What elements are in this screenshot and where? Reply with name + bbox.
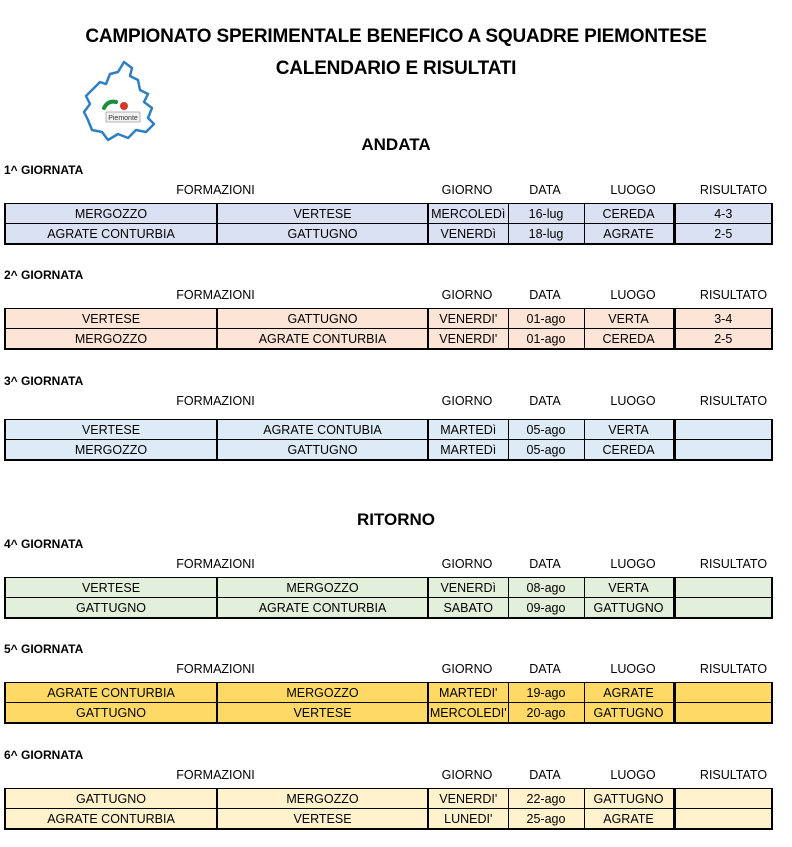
round-label: 3^ GIORNATA <box>4 374 84 388</box>
header-luogo: LUOGO <box>610 557 656 571</box>
result-cell <box>674 440 772 461</box>
header-formazioni: FORMAZIONI <box>176 557 255 571</box>
venue-cell: VERTA <box>584 309 674 329</box>
round-table <box>4 682 773 724</box>
table-row <box>5 703 772 724</box>
header-formazioni: FORMAZIONI <box>176 768 255 782</box>
table-row <box>5 440 772 461</box>
date-cell: 16-lug <box>508 204 584 224</box>
header-formazioni: FORMAZIONI <box>176 662 255 676</box>
away-team-cell: GATTUGNO <box>217 224 428 245</box>
home-team-cell: AGRATE CONTURBIA <box>5 224 217 245</box>
phase-andata: ANDATA <box>361 135 431 154</box>
header-luogo: LUOGO <box>610 183 656 197</box>
subtitle: CALENDARIO E RISULTATI <box>275 58 517 79</box>
day-cell: VENERDI' <box>428 789 508 809</box>
date-cell: 08-ago <box>508 578 584 598</box>
home-team-cell: GATTUGNO <box>5 598 217 619</box>
round-label: 2^ GIORNATA <box>4 268 84 282</box>
header-giorno: GIORNO <box>441 768 493 782</box>
date-cell: 22-ago <box>508 789 584 809</box>
venue-cell: CEREDA <box>584 204 674 224</box>
table-row <box>5 578 772 598</box>
date-cell: 05-ago <box>508 420 584 440</box>
away-team-cell: VERTESE <box>217 809 428 830</box>
day-cell: MARTEDì <box>428 440 508 461</box>
day-cell: VENERDI' <box>428 309 508 329</box>
home-team-cell: AGRATE CONTURBIA <box>5 809 217 830</box>
table-row <box>5 204 772 224</box>
table-row <box>5 329 772 350</box>
day-cell: MARTEDì <box>428 420 508 440</box>
round-table <box>4 788 773 830</box>
away-team-cell: GATTUGNO <box>217 309 428 329</box>
table-row <box>5 224 772 245</box>
round-label: 6^ GIORNATA <box>4 748 84 762</box>
round-label: 5^ GIORNATA <box>4 642 84 656</box>
header-luogo: LUOGO <box>610 394 656 408</box>
round-table <box>4 419 773 461</box>
away-team-cell: VERTESE <box>217 703 428 724</box>
away-team-cell: AGRATE CONTURBIA <box>217 598 428 619</box>
result-cell: 2-5 <box>674 329 772 350</box>
day-cell: VENERDì <box>428 578 508 598</box>
venue-cell: GATTUGNO <box>584 703 674 724</box>
away-team-cell: VERTESE <box>217 204 428 224</box>
venue-cell: AGRATE <box>584 809 674 830</box>
date-cell: 19-ago <box>508 683 584 703</box>
home-team-cell: AGRATE CONTURBIA <box>5 683 217 703</box>
result-cell <box>674 809 772 830</box>
home-team-cell: GATTUGNO <box>5 789 217 809</box>
date-cell: 25-ago <box>508 809 584 830</box>
venue-cell: CEREDA <box>584 440 674 461</box>
header-risultato: RISULTATO <box>699 768 768 782</box>
venue-cell: AGRATE <box>584 683 674 703</box>
date-cell: 05-ago <box>508 440 584 461</box>
venue-cell: VERTA <box>584 420 674 440</box>
away-team-cell: GATTUGNO <box>217 440 428 461</box>
day-cell: LUNEDI' <box>428 809 508 830</box>
header-giorno: GIORNO <box>441 394 493 408</box>
result-cell: 4-3 <box>674 204 772 224</box>
away-team-cell: AGRATE CONTURBIA <box>217 329 428 350</box>
header-risultato: RISULTATO <box>699 183 768 197</box>
result-cell: 3-4 <box>674 309 772 329</box>
date-cell: 18-lug <box>508 224 584 245</box>
venue-cell: AGRATE <box>584 224 674 245</box>
result-cell <box>674 578 772 598</box>
svg-text:Piemonte: Piemonte <box>108 115 138 122</box>
phase-ritorno: RITORNO <box>356 510 436 529</box>
date-cell: 01-ago <box>508 309 584 329</box>
table-row <box>5 309 772 329</box>
date-cell: 01-ago <box>508 329 584 350</box>
home-team-cell: VERTESE <box>5 420 217 440</box>
day-cell: MERCOLEDì <box>428 204 508 224</box>
result-cell <box>674 683 772 703</box>
table-row <box>5 420 772 440</box>
home-team-cell: GATTUGNO <box>5 703 217 724</box>
away-team-cell: MERGOZZO <box>217 578 428 598</box>
day-cell: VENERDI' <box>428 329 508 350</box>
header-formazioni: FORMAZIONI <box>176 288 255 302</box>
day-cell: MARTEDI' <box>428 683 508 703</box>
away-team-cell: MERGOZZO <box>217 683 428 703</box>
round-table <box>4 308 773 350</box>
header-luogo: LUOGO <box>610 288 656 302</box>
header-giorno: GIORNO <box>441 557 493 571</box>
day-cell: SABATO <box>428 598 508 619</box>
header-luogo: LUOGO <box>610 768 656 782</box>
away-team-cell: MERGOZZO <box>217 789 428 809</box>
round-label: 4^ GIORNATA <box>4 537 84 551</box>
date-cell: 20-ago <box>508 703 584 724</box>
round-label: 1^ GIORNATA <box>4 163 84 177</box>
header-data: DATA <box>529 557 561 571</box>
day-cell: VENERDì <box>428 224 508 245</box>
away-team-cell: AGRATE CONTUBIA <box>217 420 428 440</box>
date-cell: 09-ago <box>508 598 584 619</box>
header-data: DATA <box>529 768 561 782</box>
home-team-cell: VERTESE <box>5 578 217 598</box>
venue-cell: VERTA <box>584 578 674 598</box>
home-team-cell: MERGOZZO <box>5 440 217 461</box>
result-cell <box>674 598 772 619</box>
header-data: DATA <box>529 288 561 302</box>
header-risultato: RISULTATO <box>699 288 768 302</box>
header-data: DATA <box>529 183 561 197</box>
venue-cell: CEREDA <box>584 329 674 350</box>
home-team-cell: MERGOZZO <box>5 329 217 350</box>
result-cell: 2-5 <box>674 224 772 245</box>
result-cell <box>674 420 772 440</box>
header-risultato: RISULTATO <box>699 394 768 408</box>
header-risultato: RISULTATO <box>699 557 768 571</box>
main-title: CAMPIONATO SPERIMENTALE BENEFICO A SQUADRE PIEMONTESE <box>85 26 707 47</box>
round-table <box>4 203 773 245</box>
round-table <box>4 577 773 619</box>
header-formazioni: FORMAZIONI <box>176 183 255 197</box>
header-giorno: GIORNO <box>441 288 493 302</box>
header-formazioni: FORMAZIONI <box>176 394 255 408</box>
home-team-cell: VERTESE <box>5 309 217 329</box>
header-data: DATA <box>529 662 561 676</box>
header-giorno: GIORNO <box>441 183 493 197</box>
table-row <box>5 789 772 809</box>
venue-cell: GATTUGNO <box>584 598 674 619</box>
result-cell <box>674 703 772 724</box>
table-row <box>5 683 772 703</box>
header-luogo: LUOGO <box>610 662 656 676</box>
header-risultato: RISULTATO <box>699 662 768 676</box>
day-cell: MERCOLEDI' <box>428 703 508 724</box>
header-giorno: GIORNO <box>441 662 493 676</box>
home-team-cell: MERGOZZO <box>5 204 217 224</box>
table-row <box>5 598 772 619</box>
table-row <box>5 809 772 830</box>
result-cell <box>674 789 772 809</box>
venue-cell: GATTUGNO <box>584 789 674 809</box>
header-data: DATA <box>529 394 561 408</box>
